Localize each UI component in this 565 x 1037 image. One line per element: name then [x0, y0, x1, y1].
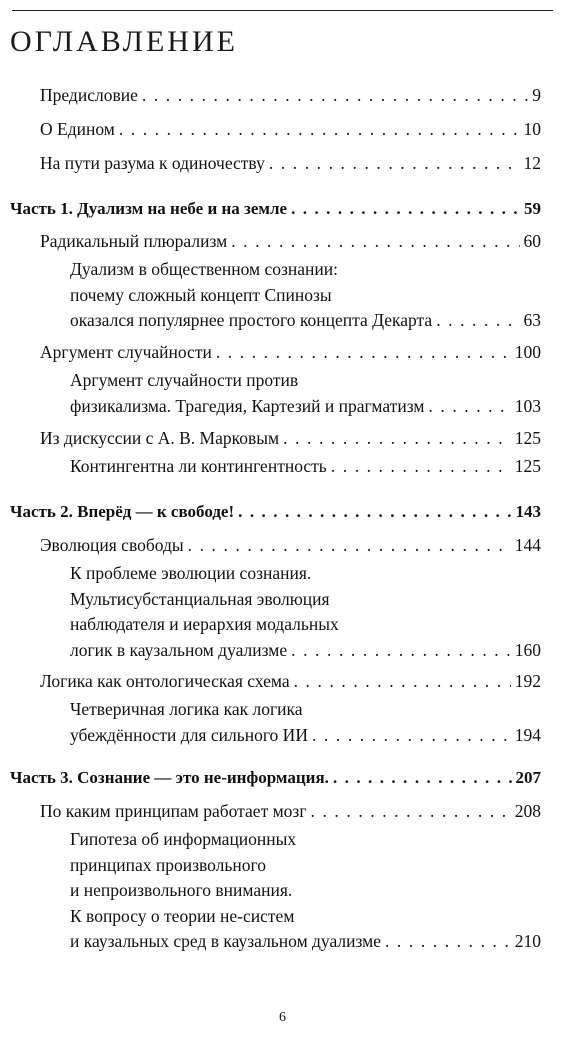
- entry-page: 144: [514, 535, 541, 555]
- entry-title-line: Четверичная логика как логика: [70, 699, 303, 719]
- entry-title-line: Дуализм в общественном сознании:: [70, 259, 339, 279]
- toc-entry-radical-pluralism[interactable]: [40, 229, 541, 255]
- entry-page: 100: [514, 342, 541, 362]
- entry-title-line: и каузальных сред в каузальном дуализме: [70, 931, 381, 952]
- toc-entry-dualism-public[interactable]: [70, 257, 541, 334]
- entry-page: 12: [523, 153, 541, 173]
- entry-page: 60: [523, 231, 541, 251]
- toc-entry-preface[interactable]: [40, 83, 541, 109]
- entry-title-line: Аргумент случайности против: [70, 370, 299, 390]
- toc-entry-fourfold-logic[interactable]: [70, 697, 541, 748]
- leader-dots: [238, 499, 511, 525]
- entry-page: 194: [514, 724, 541, 745]
- toc-entry-o-edinom[interactable]: [40, 117, 541, 143]
- entry-title-line: Мультисубстанциальная эволюция: [70, 588, 330, 609]
- toc-part-3[interactable]: [10, 765, 541, 791]
- leader-dots: [312, 723, 511, 749]
- entry-page: 103: [514, 395, 541, 416]
- toc-entry-evolution-freedom[interactable]: [40, 533, 541, 559]
- leader-dots: [291, 638, 511, 664]
- entry-page: 63: [523, 310, 541, 331]
- entry-title-line: наблюдателя и иерархия модальных: [70, 614, 339, 635]
- entry-page: 207: [515, 768, 541, 787]
- page-number: 6: [279, 1010, 286, 1025]
- leader-dots: [311, 799, 511, 825]
- entry-title-line: физикализма. Трагедия, Картезий и прагматизм: [70, 395, 425, 416]
- entry-title-line: К вопросу о теории не-систем: [70, 905, 295, 926]
- toc-entry-attention-hypothesis[interactable]: [70, 827, 541, 955]
- leader-dots: [385, 929, 511, 955]
- toc-entry-markov-discussion[interactable]: [40, 426, 541, 452]
- leader-dots: [291, 196, 520, 222]
- entry-title: На пути разума к одиночеству: [40, 153, 265, 173]
- entry-title: Радикальный плюрализм: [40, 231, 228, 251]
- entry-title: По каким принципам работает мозг: [40, 801, 307, 821]
- part-title: Часть 2. Вперёд — к свободе!: [10, 502, 235, 521]
- entry-title: Эволюция свободы: [40, 535, 184, 555]
- leader-dots: [331, 454, 511, 480]
- leader-dots: [188, 533, 511, 559]
- part-title: Часть 3. Сознание — это не-информация.: [10, 768, 329, 787]
- toc-heading: ОГЛАВЛЕНИЕ: [10, 25, 238, 58]
- leader-dots: [216, 340, 511, 366]
- leader-dots: [294, 669, 511, 695]
- toc-entry-contingency[interactable]: [70, 454, 541, 480]
- toc-part-1[interactable]: [10, 196, 541, 222]
- leader-dots: [142, 83, 528, 109]
- entry-title: Из дискуссии с А. В. Марковым: [40, 428, 280, 448]
- leader-dots: [436, 308, 519, 334]
- leader-dots: [428, 394, 510, 420]
- toc-entry-argument-physicalism[interactable]: [70, 368, 541, 419]
- part-title: Часть 1. Дуализм на небе и на земле: [10, 199, 288, 218]
- entry-title: О Едином: [40, 119, 115, 139]
- toc-entry-evolution-consciousness[interactable]: [70, 561, 541, 663]
- entry-page: 160: [514, 639, 541, 660]
- toc-entry-put-razuma[interactable]: [40, 151, 541, 177]
- entry-page: 125: [514, 456, 541, 476]
- entry-page: 59: [524, 199, 541, 218]
- entry-page: 10: [523, 119, 541, 139]
- entry-title-line: логик в каузальном дуализме: [70, 639, 288, 660]
- leader-dots: [119, 117, 520, 143]
- entry-page: 125: [514, 428, 541, 448]
- leader-dots: [333, 765, 512, 791]
- entry-title-line: принципах произвольного: [70, 854, 266, 875]
- toc-entry-logic-ontology[interactable]: [40, 669, 541, 695]
- entry-title-line: Гипотеза об информационных: [70, 829, 297, 849]
- leader-dots: [283, 426, 511, 452]
- entry-page: 210: [514, 931, 541, 952]
- entry-page: 143: [515, 502, 541, 521]
- leader-dots: [269, 151, 520, 177]
- entry-title: Контингентна ли контингентность: [70, 456, 327, 476]
- leader-dots: [231, 229, 519, 255]
- toc-entry-argument-contingency[interactable]: [40, 340, 541, 366]
- entry-title-line: оказался популярнее простого концепта Декарта: [70, 310, 433, 331]
- entry-title-line: убеждённости для сильного ИИ: [70, 724, 308, 745]
- toc-part-2[interactable]: [10, 499, 541, 525]
- entry-page: 9: [532, 85, 541, 105]
- entry-title: Предисловие: [40, 85, 138, 105]
- entry-page: 208: [514, 801, 541, 821]
- entry-title: Аргумент случайности: [40, 342, 212, 362]
- entry-title-line: почему сложный концепт Спинозы: [70, 284, 332, 305]
- entry-title: Логика как онтологическая схема: [40, 671, 290, 691]
- entry-page: 192: [514, 671, 541, 691]
- toc-entry-brain-principles[interactable]: [40, 799, 541, 825]
- entry-title-line: К проблеме эволюции сознания.: [70, 563, 312, 583]
- entry-title-line: и непроизвольного внимания.: [70, 880, 293, 901]
